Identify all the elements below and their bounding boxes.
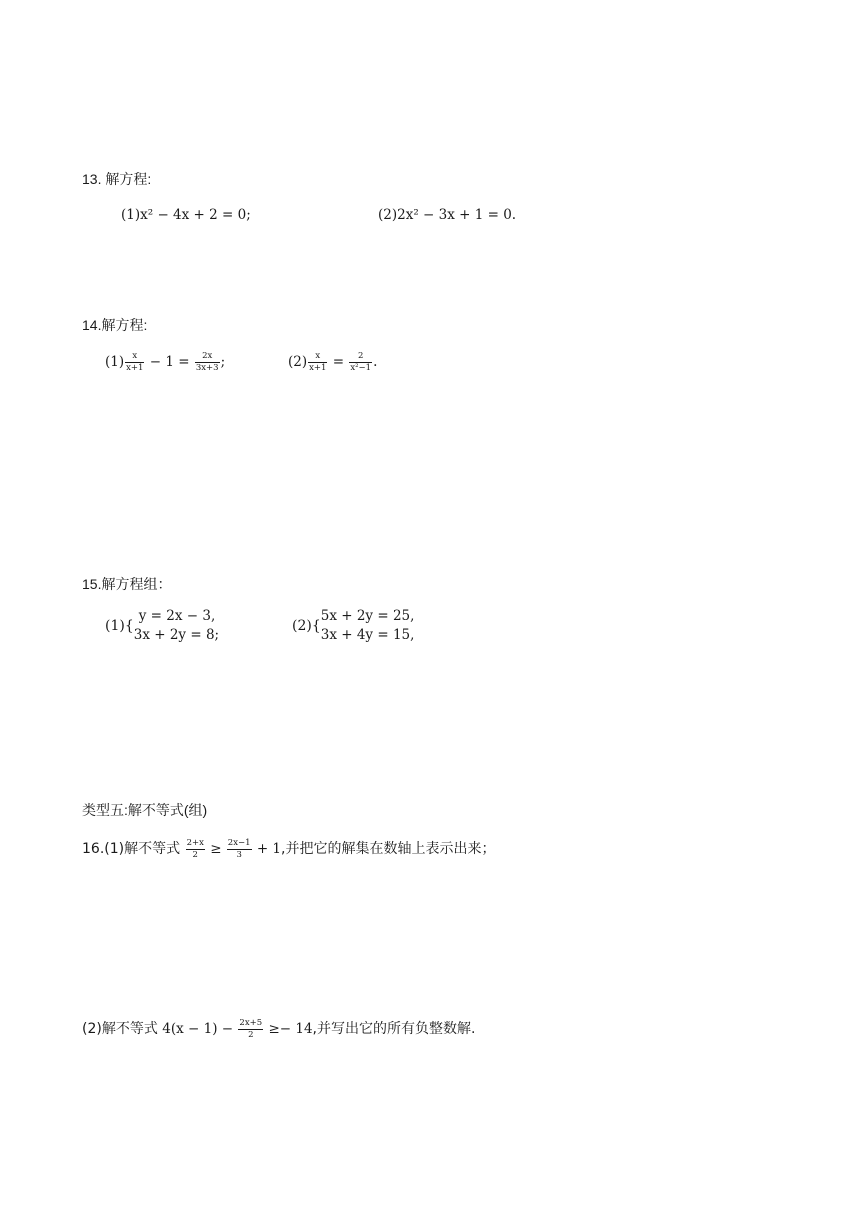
q14-eq2-fraction-2 — [349, 352, 372, 373]
q16-p1-prefix: 16.(1)解不等式 — [82, 841, 181, 857]
q15-sys1-label: (1){ — [105, 618, 134, 634]
q13-eq1-label: (1) — [121, 207, 141, 223]
q15-system-2 — [292, 607, 414, 645]
q15-sys1-row-2: 3x + 2y = 8; — [133, 627, 220, 643]
q15-sys2-row-2: 3x + 4y = 15, — [320, 627, 415, 643]
q13-heading: 13. 解方程: — [82, 171, 152, 187]
q15-sys1-row-1: y = 2x − 3, — [138, 608, 216, 624]
fraction-numerator: 2x+5 — [239, 1018, 263, 1029]
q16-p2-prefix: (2)解不等式 — [82, 1021, 158, 1037]
q16-p1-geq: ≥ — [210, 841, 222, 857]
q14-eq1-fraction-2 — [195, 352, 220, 373]
fraction-numerator: x — [308, 352, 327, 363]
fraction-denominator: 2 — [192, 850, 198, 860]
fraction-denominator: 3x+3 — [195, 362, 219, 373]
q15-system-1 — [105, 607, 219, 645]
fraction-numerator: 2+x — [186, 838, 204, 849]
q14-equation-1 — [105, 352, 225, 373]
q14-eq2-end: . — [373, 353, 378, 370]
q14-eq2-fraction-1 — [308, 352, 327, 373]
q13-eq2-label: (2) — [378, 207, 398, 223]
q15-sys1-rows — [134, 607, 219, 645]
q14-eq1-middle: − 1 = — [149, 353, 190, 370]
q15-sys2-row-1: 5x + 2y = 25, — [320, 608, 415, 624]
q13-equation-2 — [378, 207, 516, 223]
q16-p2-suffix: ,并写出它的所有负整数解. — [312, 1021, 476, 1037]
q14-eq1-label: (1) — [105, 353, 125, 370]
fraction-numerator: x — [125, 352, 144, 363]
fraction-denominator: 2 — [248, 1030, 254, 1040]
fraction-numerator: 2x — [195, 352, 220, 363]
q16-part-1 — [82, 838, 495, 860]
fraction-numerator: 2 — [349, 352, 372, 363]
q16-p1-fraction-1 — [186, 839, 205, 860]
q16-part-2 — [82, 1018, 475, 1040]
q14-eq1-fraction-1 — [125, 352, 144, 373]
q16-p2-fraction — [238, 1019, 263, 1040]
fraction-denominator: 3 — [236, 850, 242, 860]
q16-p1-fraction-2 — [227, 839, 252, 860]
q14-eq1-end: ; — [220, 353, 226, 370]
q16-p1-plus: + 1 — [256, 841, 282, 857]
q14-heading: 14.解方程: — [82, 317, 148, 333]
q16-p2-relation: ≥− 14 — [268, 1021, 313, 1037]
fraction-denominator: x+1 — [126, 362, 144, 373]
q13-equation-1 — [121, 207, 251, 223]
fraction-numerator: 2x−1 — [227, 838, 251, 849]
q14-equation-2 — [288, 352, 377, 373]
q13-eq2-body: 2x² − 3x + 1 = 0. — [397, 207, 517, 223]
fraction-denominator: x+1 — [309, 362, 327, 373]
type5-heading: 类型五:解不等式(组) — [82, 802, 208, 818]
q15-heading: 15.解方程组： — [82, 576, 172, 592]
fraction-denominator: x²−1 — [350, 362, 372, 373]
q14-eq2-label: (2) — [288, 353, 308, 370]
q15-sys2-rows — [321, 607, 415, 645]
q14-eq2-middle: = — [332, 353, 345, 370]
q15-sys2-label: (2){ — [292, 618, 321, 634]
q13-eq1-body: x² − 4x + 2 = 0; — [140, 207, 251, 223]
q16-p1-suffix: ,并把它的解集在数轴上表示出来； — [281, 841, 496, 857]
q16-p2-expression: 4(x − 1) − — [162, 1021, 234, 1037]
